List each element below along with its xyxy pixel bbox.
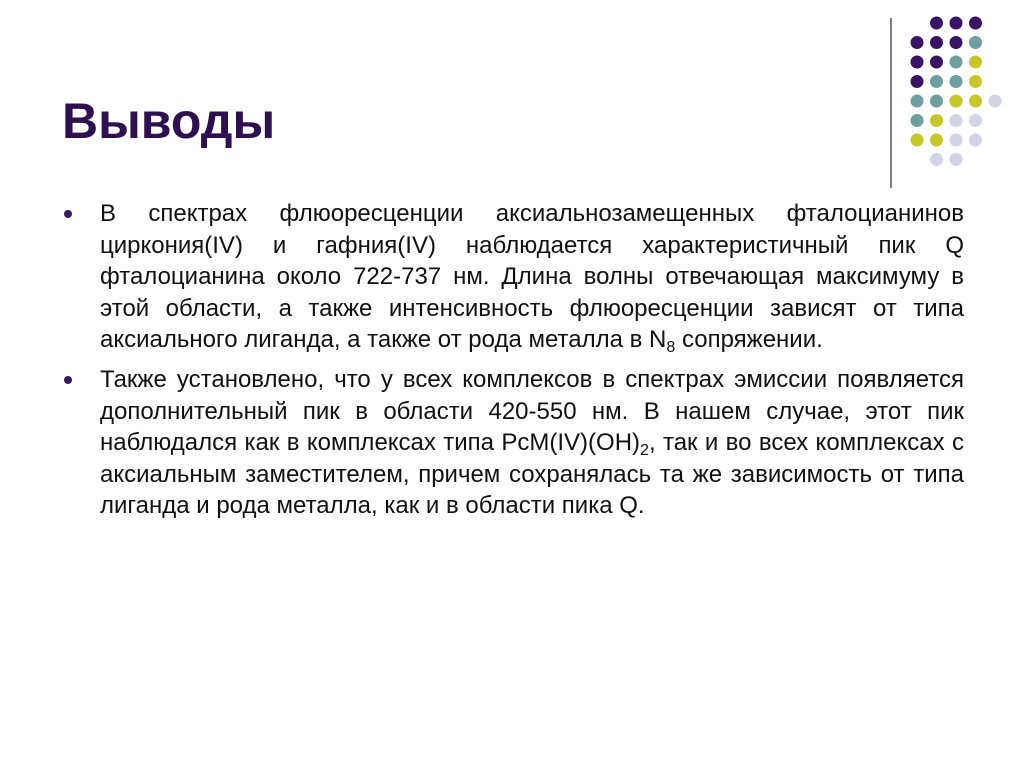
decorative-dot xyxy=(930,134,943,147)
decorative-dot xyxy=(911,114,924,127)
decorative-dot xyxy=(969,114,982,127)
decorative-dot xyxy=(930,114,943,127)
decorative-dot xyxy=(969,17,982,30)
decorative-dot xyxy=(969,56,982,69)
decorative-dot xyxy=(989,95,1002,108)
decorative-dot xyxy=(950,134,963,147)
decorative-dot xyxy=(950,114,963,127)
decorative-dot xyxy=(969,95,982,108)
decorative-dot xyxy=(911,56,924,69)
bullet-list xyxy=(64,198,964,530)
decorative-dot xyxy=(930,95,943,108)
decorative-dot xyxy=(911,134,924,147)
decorative-dot xyxy=(930,56,943,69)
decorative-dot xyxy=(911,95,924,108)
bullet-text-main: В спектрах флюоресценции аксиальнозамещенных фталоцианинов циркония(IV) и гафния(IV) наблюдается характеристичный пик Q фталоцианина около 722-737 нм. Длина волны отвечающая максимуму в этой области, а также интенсивность флюоресценции зависят от типа аксиального лиганда, а также от рода металла в N xyxy=(100,200,964,354)
vertical-divider-line xyxy=(890,18,892,188)
bullet-item xyxy=(64,364,964,522)
decorative-dot xyxy=(969,36,982,49)
decorative-dot xyxy=(950,56,963,69)
bullet-dot-icon xyxy=(64,376,72,384)
decorative-dot xyxy=(950,75,963,88)
decorative-dot xyxy=(969,75,982,88)
bullet-subscript: 8 xyxy=(666,339,676,357)
bullet-text xyxy=(100,198,964,356)
decorative-dot xyxy=(911,75,924,88)
decorative-dot xyxy=(950,153,963,166)
bullet-subscript: 2 xyxy=(640,442,649,460)
decorative-dot xyxy=(950,95,963,108)
bullet-text-tail: , так и во всех комплексах с аксиальным заместителем, причем сохранялась та же зависимость от типа лиганда и рода металла, как и в области пика Q. xyxy=(100,429,964,520)
bullet-text-tail: сопряжении. xyxy=(675,326,823,354)
bullet-text-main: Также установлено, что у всех комплексов в спектрах эмиссии появляется дополнительный пик в области 420-550 нм. В нашем случае, этот пик наблюдался как в комплексах типа PcM(IV)(OH) xyxy=(100,365,964,457)
bullet-item xyxy=(64,198,964,356)
decorative-dot xyxy=(950,17,963,30)
decorative-dot xyxy=(930,75,943,88)
bullet-dot-icon xyxy=(64,210,72,218)
decorative-dot xyxy=(950,36,963,49)
decorative-dot xyxy=(969,134,982,147)
decorative-dot xyxy=(930,17,943,30)
bullet-text xyxy=(100,364,964,522)
decorative-dot xyxy=(930,36,943,49)
decorative-dot xyxy=(930,153,943,166)
slide-title: Выводы xyxy=(62,93,276,149)
decorative-dot xyxy=(911,36,924,49)
